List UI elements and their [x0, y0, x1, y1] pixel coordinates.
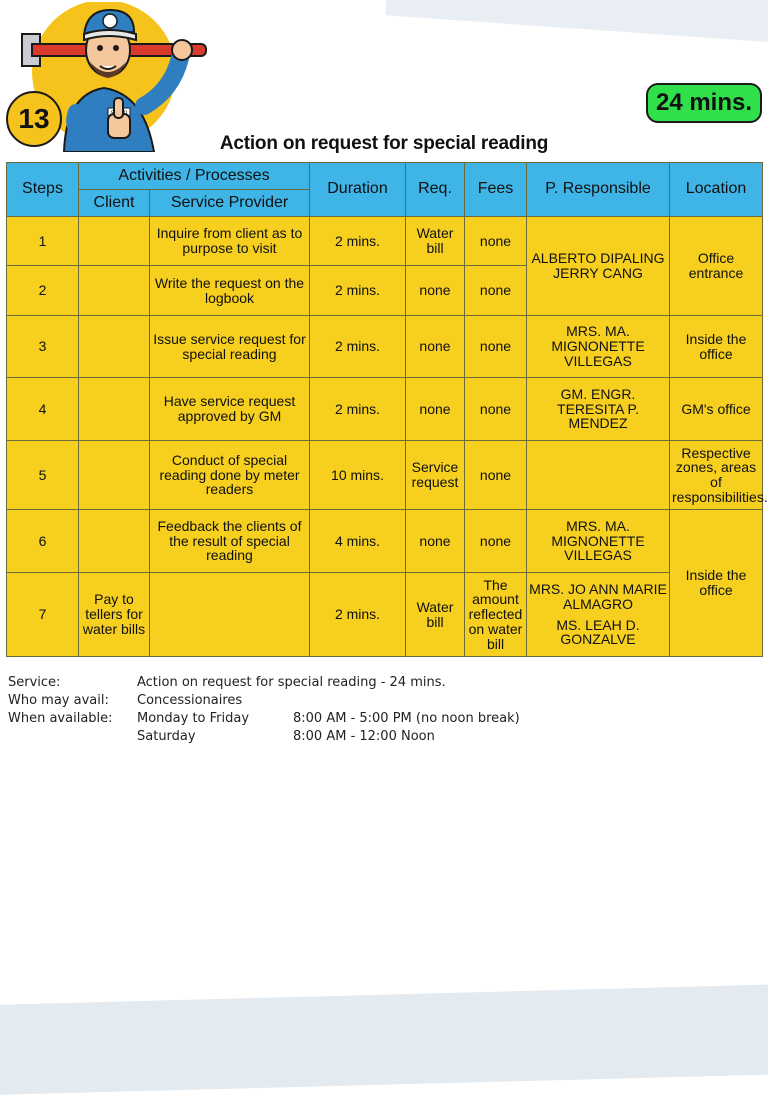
- header-steps: Steps: [7, 163, 79, 217]
- cell-step: 5: [7, 441, 79, 510]
- header-req: Req.: [406, 163, 465, 217]
- cell-client: [79, 510, 150, 573]
- page-number-badge: 13: [6, 91, 62, 147]
- cell-client: [79, 217, 150, 266]
- cell-duration: 4 mins.: [310, 510, 406, 573]
- responsible-name: JERRY CANG: [553, 265, 643, 281]
- saturday-label: Saturday: [137, 728, 196, 744]
- cell-provider: Inquire from client as to purpose to visit: [150, 217, 310, 266]
- cell-provider: Have service request approved by GM: [150, 378, 310, 441]
- cell-fees: none: [465, 510, 527, 573]
- cell-step: 1: [7, 217, 79, 266]
- table-row: [7, 378, 763, 441]
- cell-req: Water bill: [406, 573, 465, 657]
- cell-client: [79, 441, 150, 510]
- cell-responsible: [527, 217, 670, 316]
- table-row: [7, 316, 763, 378]
- cell-step: 6: [7, 510, 79, 573]
- cell-req: none: [406, 266, 465, 316]
- cell-provider: Conduct of special reading done by meter readers: [150, 441, 310, 510]
- cell-duration: 2 mins.: [310, 217, 406, 266]
- cell-client: Pay to tellers for water bills: [79, 573, 150, 657]
- cell-duration: 10 mins.: [310, 441, 406, 510]
- cell-provider: Issue service request for special reading: [150, 316, 310, 378]
- cell-req: Water bill: [406, 217, 465, 266]
- weekday-label: Monday to Friday: [137, 710, 250, 726]
- cell-provider: Feedback the clients of the result of special reading: [150, 510, 310, 573]
- table-row: [7, 441, 763, 510]
- cell-responsible: MRS. MA. MIGNONETTE VILLEGAS: [527, 510, 670, 573]
- cell-responsible: MRS. MA. MIGNONETTE VILLEGAS: [527, 316, 670, 378]
- cell-client: [79, 378, 150, 441]
- cell-step: 4: [7, 378, 79, 441]
- saturday-hours: 8:00 AM - 12:00 Noon: [293, 728, 435, 744]
- cell-duration: 2 mins.: [310, 316, 406, 378]
- cell-location: Office entrance: [670, 217, 763, 316]
- cell-client: [79, 316, 150, 378]
- cell-provider: Write the request on the logbook: [150, 266, 310, 316]
- cell-duration: 2 mins.: [310, 378, 406, 441]
- service-label: Service:: [8, 674, 61, 690]
- header-activities: Activities / Processes: [79, 163, 310, 190]
- cell-fees: none: [465, 378, 527, 441]
- service-steps-table: [6, 162, 768, 657]
- cell-location: Inside the office: [670, 510, 763, 657]
- cell-responsible: GM. ENGR. TERESITA P. MENDEZ: [527, 378, 670, 441]
- who-label: Who may avail:: [8, 692, 109, 708]
- header-fees: Fees: [465, 163, 527, 217]
- cell-fees: none: [465, 217, 527, 266]
- page-title: Action on request for special reading: [219, 133, 549, 154]
- weekday-hours: 8:00 AM - 5:00 PM (no noon break): [293, 710, 520, 726]
- cell-fees: none: [465, 266, 527, 316]
- when-label: When available:: [8, 710, 113, 726]
- service-info: [8, 673, 520, 745]
- who-value: Concessionaires: [137, 692, 243, 708]
- responsible-name: ALBERTO DIPALING: [531, 250, 665, 267]
- cell-client: [79, 266, 150, 316]
- cell-location: Respective zones, areas of responsibilities.: [670, 441, 763, 510]
- header-location: Location: [670, 163, 763, 217]
- cell-location: GM's office: [670, 378, 763, 441]
- table-row: [7, 510, 763, 573]
- header-duration: Duration: [310, 163, 406, 217]
- cell-req: none: [406, 378, 465, 441]
- table-row: [7, 217, 763, 266]
- background-corner-top: [385, 0, 768, 45]
- cell-duration: 2 mins.: [310, 266, 406, 316]
- cell-req: Service request: [406, 441, 465, 510]
- cell-step: 2: [7, 266, 79, 316]
- header-responsible: P. Responsible: [527, 163, 670, 217]
- cell-duration: 2 mins.: [310, 573, 406, 657]
- cell-responsible: [527, 573, 670, 657]
- cell-req: none: [406, 510, 465, 573]
- cell-location: Inside the office: [670, 316, 763, 378]
- responsible-name: MS. LEAH D. GONZALVE: [556, 616, 640, 648]
- cell-provider: [150, 573, 310, 657]
- header-service-provider: Service Provider: [150, 190, 310, 217]
- cell-responsible: [527, 441, 670, 510]
- service-value: Action on request for special reading - 24 mins.: [137, 674, 446, 690]
- cell-step: 3: [7, 316, 79, 378]
- responsible-name: MRS. JO ANN MARIE ALMAGRO: [529, 581, 667, 612]
- background-corner-bottom: [0, 982, 768, 1096]
- cell-fees: The amount reflected on water bill: [465, 573, 527, 657]
- cell-req: none: [406, 316, 465, 378]
- cell-fees: none: [465, 441, 527, 510]
- cell-step: 7: [7, 573, 79, 657]
- total-duration-badge: 24 mins.: [646, 83, 762, 123]
- cell-fees: none: [465, 316, 527, 378]
- header-client: Client: [79, 190, 150, 217]
- table-row: [7, 573, 763, 657]
